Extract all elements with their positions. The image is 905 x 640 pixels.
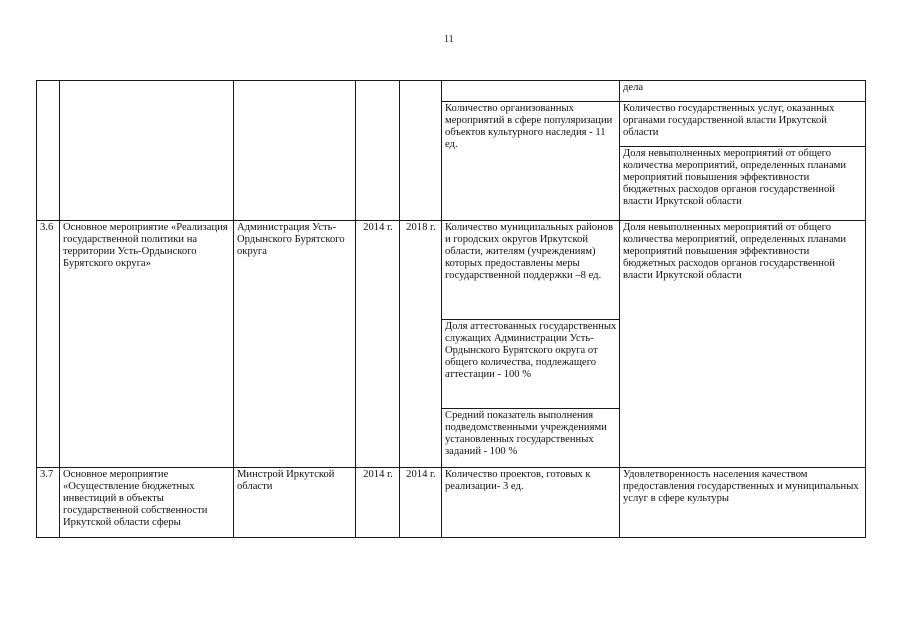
indicator-cell: Средний показатель выполнения подведомственными учреждениями установленных государственных заданий - 100 % [442,409,620,468]
indicator-cell: Количество организованных мероприятий в сфере популяризации объектов культурного наследия - 11 ед. [442,102,620,221]
page-number: 11 [444,34,454,45]
indicator-cell: Количество проектов, готовых к реализации- 3 ед. [442,468,620,538]
result-cell: Доля невыполненных мероприятий от общего количества мероприятий, определенных планами мероприятий повышения эффективности бюджетных расходов органов государственной власти Иркутской области [620,221,866,468]
executor-cell: Администрация Усть-Ордынского Бурятского округа [234,221,356,468]
start-year-cell: 2014 г. [356,468,400,538]
table-cell [234,81,356,221]
indicator-cell: Количество муниципальных районов и городских округов Иркутской области, жителям (учреждениям) которых предоставлены меры государственной поддержки –8 ед. [442,221,620,320]
executor-cell: Минстрой Иркутской области [234,468,356,538]
event-cell: Основное мероприятие «Реализация государственной политики на территории Усть-Ордынского Бурятского округа» [60,221,234,468]
event-cell: Основное мероприятие «Осуществление бюджетных инвестиций в объекты государственной собственности Иркутской области сферы [60,468,234,538]
table-row [37,468,866,538]
result-cell: Доля невыполненных мероприятий от общего количества мероприятий, определенных планами мероприятий повышения эффективности бюджетных расходов органов государственной власти Иркутской области [620,147,866,221]
table-cell [60,81,234,221]
table-row [37,221,866,320]
result-cell: дела [620,81,866,102]
result-cell: Количество государственных услуг, оказанных органами государственной власти Иркутской области [620,102,866,147]
table-cell [400,81,442,221]
row-number-cell: 3.7 [37,468,60,538]
table-cell [356,81,400,221]
indicator-cell: Доля аттестованных государственных служащих Администрации Усть-Ордынского Бурятского округа от общего количества, подлежащего аттестации - 100 % [442,320,620,409]
table-row [37,81,866,102]
table-cell [442,81,620,102]
events-table [36,80,866,538]
row-number-cell: 3.6 [37,221,60,468]
table-cell [37,81,60,221]
end-year-cell: 2014 г. [400,468,442,538]
start-year-cell: 2014 г. [356,221,400,468]
end-year-cell: 2018 г. [400,221,442,468]
result-cell: Удовлетворенность населения качеством предоставления государственных и муниципальных услуг в сфере культуры [620,468,866,538]
